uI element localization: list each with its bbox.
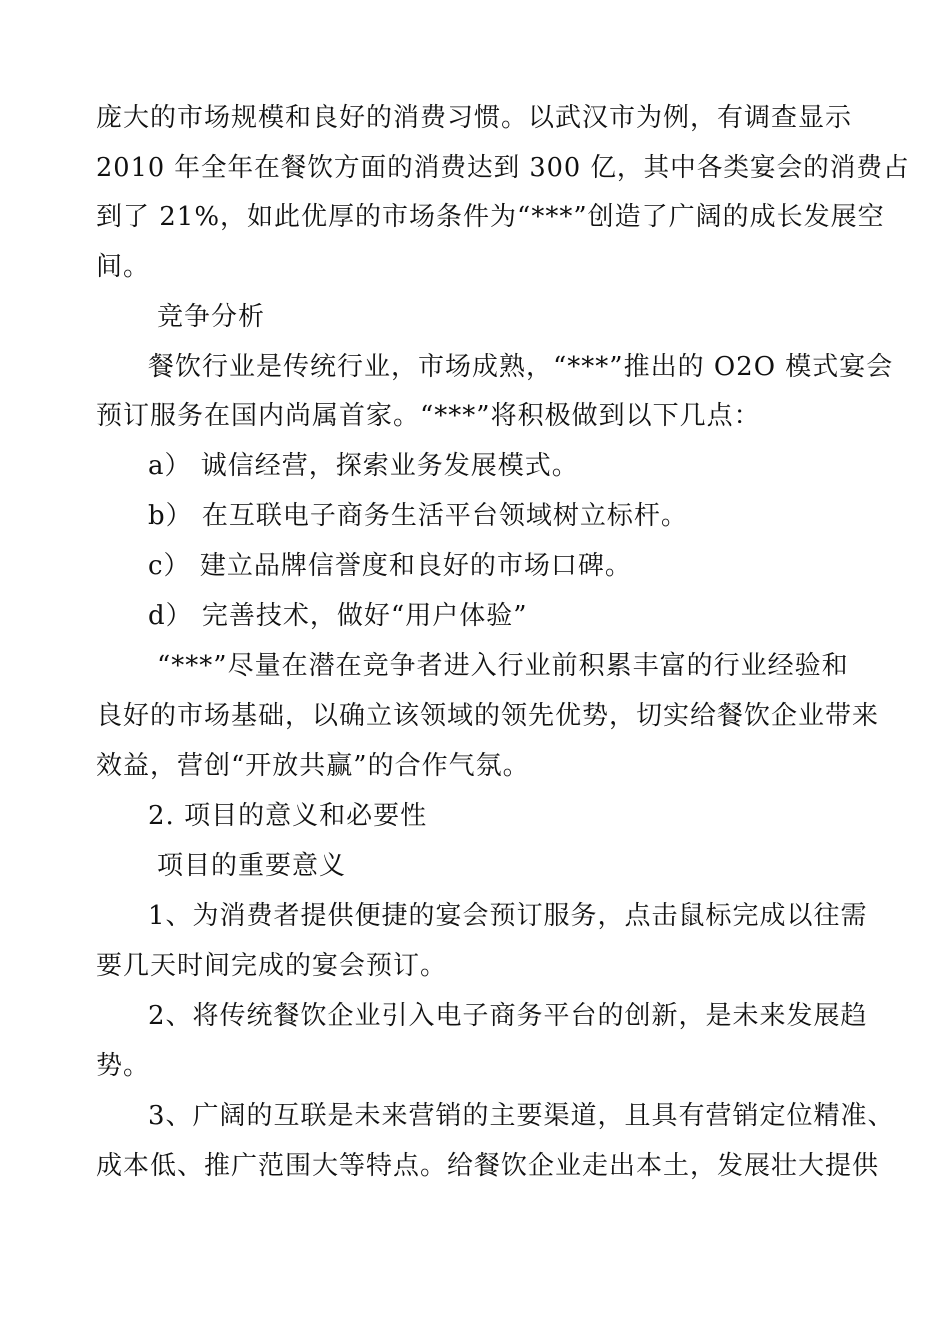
list-item-d: d） 完善技术，做好“用户体验” <box>148 601 528 631</box>
section-heading-competition: 竞争分析 <box>157 302 266 332</box>
body-text-line: 间。 <box>96 252 151 282</box>
body-text-line: 成本低、推广范围大等特点。给餐饮企业走出本土，发展壮大提供 <box>96 1151 880 1181</box>
body-text-line: 庞大的市场规模和良好的消费习惯。以武汉市为例，有调查显示 <box>96 103 853 133</box>
body-text-line: “***”尽量在潜在竞争者进入行业前积累丰富的行业经验和 <box>157 651 849 681</box>
body-text-line: 到了 21%，如此优厚的市场条件为“***”创造了广阔的成长发展空 <box>96 202 885 232</box>
numbered-point-2: 2、将传统餐饮企业引入电子商务平台的创新，是未来发展趋 <box>148 1001 868 1031</box>
list-item-a: a） 诚信经营，探索业务发展模式。 <box>148 451 579 481</box>
body-text-line: 效益，营创“开放共赢”的合作气氛。 <box>96 751 530 781</box>
section-heading-significance: 2. 项目的意义和必要性 <box>148 801 428 831</box>
numbered-point-1: 1、为消费者提供便捷的宴会预订服务，点击鼠标完成以往需 <box>148 901 868 931</box>
body-text-line: 良好的市场基础，以确立该领域的领先优势，切实给餐饮企业带来 <box>96 701 880 731</box>
body-text-line: 2010 年全年在餐饮方面的消费达到 300 亿，其中各类宴会的消费占 <box>96 153 910 183</box>
body-text-line: 势。 <box>96 1051 151 1081</box>
list-item-c: c） 建立品牌信誉度和良好的市场口碑。 <box>148 551 632 581</box>
body-text-line: 餐饮行业是传统行业，市场成熟，“***”推出的 O2O 模式宴会 <box>148 352 894 382</box>
body-text-line: 预订服务在国内尚属首家。“***”将积极做到以下几点： <box>96 401 761 431</box>
body-text-line: 要几天时间完成的宴会预订。 <box>96 951 448 981</box>
numbered-point-3: 3、广阔的互联是未来营销的主要渠道，且具有营销定位精准、 <box>148 1101 895 1131</box>
list-item-b: b） 在互联电子商务生活平台领域树立标杆。 <box>148 501 688 531</box>
subsection-heading-importance: 项目的重要意义 <box>157 851 347 881</box>
